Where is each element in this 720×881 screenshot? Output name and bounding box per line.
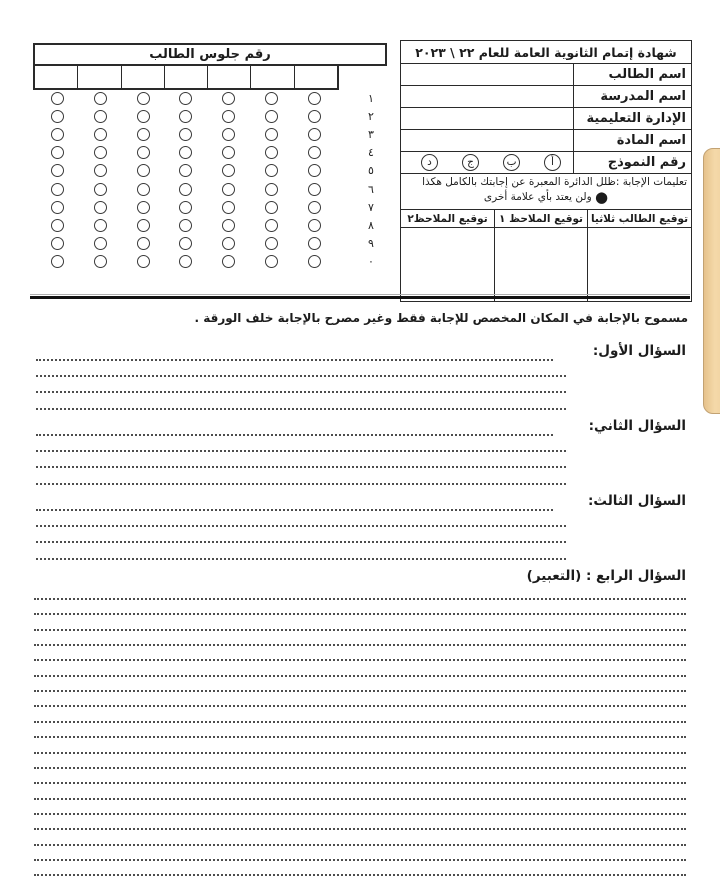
seat-bubble-cell <box>250 235 293 253</box>
seat-bubble[interactable] <box>179 164 192 177</box>
answer-line[interactable] <box>34 844 686 846</box>
instructions-line-1: تعليمات الإجابة :ظلل الدائرة المعبرة عن إجابتك بالكامل هكذا <box>422 176 687 188</box>
seat-bubble[interactable] <box>137 201 150 214</box>
answer-line[interactable] <box>34 644 686 646</box>
seat-bubble[interactable] <box>308 201 321 214</box>
certificate-title: شهادة إتمام الثانوية العامة للعام ٢٢ \ ٢٠٢٣ <box>401 41 691 64</box>
observer2-signature-field[interactable] <box>401 228 494 301</box>
seat-bubble[interactable] <box>51 255 64 268</box>
seat-row-labels <box>359 89 383 271</box>
scrollbar-thumb[interactable] <box>703 148 720 414</box>
answer-line[interactable] <box>34 721 686 723</box>
seat-bubble[interactable] <box>179 146 192 159</box>
section-divider <box>30 296 690 299</box>
seat-bubble-cell <box>79 162 122 180</box>
seat-bubble[interactable] <box>94 110 107 123</box>
model-option-bubble[interactable]: د <box>421 154 438 171</box>
seat-bubble-cell <box>36 253 79 271</box>
seat-bubble[interactable] <box>179 128 192 141</box>
seat-bubble-grid <box>36 89 336 271</box>
seat-bubble[interactable] <box>51 164 64 177</box>
question-label: السؤال الثالث: <box>588 493 686 509</box>
answer-area-notice: مسموح بالإجابة في المكان المخصص للإجابة فقط وغير مصرح بالإجابة خلف الورقة . <box>194 311 688 325</box>
seat-row-label: ٤ <box>368 146 374 160</box>
seat-bubble[interactable] <box>179 92 192 105</box>
seat-bubble-cell <box>165 144 208 162</box>
seat-bubble[interactable] <box>94 237 107 250</box>
answer-line[interactable] <box>36 466 566 468</box>
seat-bubble-cell <box>293 198 336 216</box>
seat-bubble[interactable] <box>94 201 107 214</box>
seat-bubble-cell <box>293 162 336 180</box>
seat-bubble[interactable] <box>265 110 278 123</box>
seat-bubble-cell <box>165 235 208 253</box>
seat-bubble[interactable] <box>137 110 150 123</box>
seat-bubble[interactable] <box>94 92 107 105</box>
seat-bubble[interactable] <box>94 219 107 232</box>
answer-line[interactable] <box>34 828 686 830</box>
seat-digit-cell[interactable] <box>77 66 120 88</box>
seat-bubble[interactable] <box>137 255 150 268</box>
student-signature-field[interactable] <box>587 228 691 301</box>
seat-bubble-cell <box>207 107 250 125</box>
model-number-label: رقم النموذج <box>573 152 691 173</box>
seat-bubble[interactable] <box>265 128 278 141</box>
seat-row-label: ١ <box>368 91 374 105</box>
observer1-signature-field[interactable] <box>494 228 587 301</box>
seat-bubble-cell <box>165 216 208 234</box>
seat-bubble[interactable] <box>51 92 64 105</box>
instructions-line-2-text: ولن يعتد بأي علامة أخرى <box>483 191 592 203</box>
answer-line[interactable] <box>34 874 686 876</box>
question-label: السؤال الرابع : (التعبير) <box>526 568 686 584</box>
seat-bubble-cell <box>293 144 336 162</box>
seat-bubble[interactable] <box>265 164 278 177</box>
seat-bubble[interactable] <box>179 110 192 123</box>
seat-bubble-cell <box>165 180 208 198</box>
answer-line[interactable] <box>36 408 566 410</box>
seat-bubble-cell <box>122 162 165 180</box>
answer-line[interactable] <box>34 736 686 738</box>
student-signature-label: توقيع الطالب ثلاثيا <box>587 210 691 227</box>
seat-bubble-cell <box>165 107 208 125</box>
answer-line[interactable] <box>34 629 686 631</box>
answer-line[interactable] <box>34 813 686 815</box>
seat-bubble-cell <box>293 235 336 253</box>
seat-bubble-cell <box>207 180 250 198</box>
edu-admin-row <box>401 108 691 130</box>
seat-bubble[interactable] <box>308 128 321 141</box>
seat-bubble-cell <box>165 253 208 271</box>
seat-bubble-cell <box>36 144 79 162</box>
seat-bubble-cell <box>122 180 165 198</box>
seat-bubble-cell <box>250 125 293 143</box>
filled-circle-example-icon: ● <box>595 188 609 206</box>
seat-bubble-cell <box>79 89 122 107</box>
model-number-row <box>401 152 691 174</box>
subject-name-label: اسم المادة <box>573 130 691 151</box>
seat-bubble-cell <box>293 89 336 107</box>
seat-bubble-cell <box>293 216 336 234</box>
instructions-line-2 <box>405 190 687 205</box>
edu-admin-field[interactable] <box>401 108 573 129</box>
seat-bubble[interactable] <box>137 183 150 196</box>
seat-bubble-cell <box>207 144 250 162</box>
seat-bubble-cell <box>79 144 122 162</box>
seat-bubble-cell <box>36 89 79 107</box>
answer-line[interactable] <box>34 598 686 600</box>
seat-bubble-cell <box>250 89 293 107</box>
school-name-field[interactable] <box>401 86 573 107</box>
seat-bubble[interactable] <box>265 183 278 196</box>
seat-bubble-cell <box>122 107 165 125</box>
seat-bubble[interactable] <box>137 92 150 105</box>
signature-body-row <box>401 228 691 301</box>
seat-bubble-cell <box>165 162 208 180</box>
seat-bubble[interactable] <box>265 146 278 159</box>
model-option-bubble[interactable]: أ <box>544 154 561 171</box>
question-label: السؤال الثاني: <box>588 418 686 434</box>
seat-bubble-cell <box>36 180 79 198</box>
seat-bubble[interactable] <box>308 183 321 196</box>
seat-row-label: ٨ <box>368 218 374 232</box>
seat-row-label: ٢ <box>368 109 374 123</box>
seat-bubble[interactable] <box>94 164 107 177</box>
seat-bubble-cell <box>122 125 165 143</box>
seat-bubble-cell <box>250 198 293 216</box>
answer-line[interactable] <box>36 509 553 511</box>
seat-bubble[interactable] <box>94 183 107 196</box>
seat-bubble[interactable] <box>222 110 235 123</box>
seat-bubble-cell <box>36 235 79 253</box>
seat-bubble[interactable] <box>222 92 235 105</box>
seat-bubble[interactable] <box>222 219 235 232</box>
school-name-row <box>401 86 691 108</box>
seat-bubble-cell <box>79 216 122 234</box>
seat-bubble[interactable] <box>51 146 64 159</box>
seat-bubble[interactable] <box>179 255 192 268</box>
seat-bubble-cell <box>250 180 293 198</box>
answer-line[interactable] <box>34 675 686 677</box>
seat-bubble[interactable] <box>51 183 64 196</box>
seat-row-label: ٧ <box>368 200 374 214</box>
observer2-signature-label: توقيع الملاحظ٢ <box>407 212 488 225</box>
seat-row-label: ٠ <box>368 255 374 269</box>
seat-bubble[interactable] <box>308 219 321 232</box>
seat-bubble[interactable] <box>308 92 321 105</box>
seat-bubble-cell <box>79 253 122 271</box>
seat-bubble-cell <box>79 198 122 216</box>
answer-line[interactable] <box>34 690 686 692</box>
seat-digit-cell[interactable] <box>121 66 164 88</box>
seat-bubble-cell <box>250 162 293 180</box>
seat-bubble[interactable] <box>265 219 278 232</box>
seat-bubble-cell <box>250 107 293 125</box>
seat-bubble[interactable] <box>137 146 150 159</box>
seat-bubble[interactable] <box>222 201 235 214</box>
seat-bubble-cell <box>250 144 293 162</box>
seat-bubble[interactable] <box>222 255 235 268</box>
seat-bubble-cell <box>122 89 165 107</box>
signature-header-row <box>401 210 691 228</box>
answer-line[interactable] <box>34 798 686 800</box>
answer-line[interactable] <box>36 375 566 377</box>
seat-bubble-cell <box>79 180 122 198</box>
seat-bubble[interactable] <box>222 146 235 159</box>
seat-bubble[interactable] <box>51 110 64 123</box>
seat-bubble[interactable] <box>179 237 192 250</box>
seat-row-label: ٣ <box>368 127 374 141</box>
seat-bubble[interactable] <box>222 164 235 177</box>
seat-bubble[interactable] <box>94 146 107 159</box>
seat-bubble[interactable] <box>179 183 192 196</box>
seat-row-label: ٥ <box>368 164 374 178</box>
seat-bubble-cell <box>165 198 208 216</box>
seat-bubble-cell <box>36 198 79 216</box>
seat-bubble[interactable] <box>222 183 235 196</box>
seat-digit-cell[interactable] <box>35 66 77 88</box>
seat-bubble[interactable] <box>179 219 192 232</box>
seat-bubble-cell <box>207 198 250 216</box>
seat-bubble[interactable] <box>265 201 278 214</box>
seat-bubble-cell <box>122 144 165 162</box>
seat-bubble[interactable] <box>94 128 107 141</box>
seat-bubble-cell <box>293 253 336 271</box>
seat-bubble[interactable] <box>137 219 150 232</box>
seat-bubble[interactable] <box>265 92 278 105</box>
seat-digit-cell[interactable] <box>207 66 250 88</box>
seat-bubble-cell <box>165 125 208 143</box>
answer-line[interactable] <box>34 767 686 769</box>
seat-bubble[interactable] <box>308 237 321 250</box>
question-label: السؤال الأول: <box>592 343 686 359</box>
seat-bubble-cell <box>207 216 250 234</box>
seat-bubble[interactable] <box>137 237 150 250</box>
seat-number-title: رقم جلوس الطالب <box>33 43 387 66</box>
seat-bubble[interactable] <box>137 164 150 177</box>
answer-line[interactable] <box>36 450 566 452</box>
school-name-label: اسم المدرسة <box>573 86 691 107</box>
seat-digit-cell[interactable] <box>294 66 337 88</box>
seat-bubble[interactable] <box>265 255 278 268</box>
seat-bubble-cell <box>79 235 122 253</box>
answer-line[interactable] <box>34 782 686 784</box>
seat-bubble[interactable] <box>222 128 235 141</box>
seat-bubble-cell <box>293 107 336 125</box>
answer-line[interactable] <box>34 659 686 661</box>
student-name-field[interactable] <box>401 64 573 85</box>
seat-bubble[interactable] <box>94 255 107 268</box>
seat-bubble-cell <box>122 235 165 253</box>
seat-bubble[interactable] <box>137 128 150 141</box>
answer-line[interactable] <box>36 359 553 361</box>
seat-bubble-cell <box>36 162 79 180</box>
answer-line[interactable] <box>34 752 686 754</box>
seat-bubble-cell <box>293 125 336 143</box>
seat-bubble-cell <box>79 107 122 125</box>
model-options <box>401 152 573 173</box>
seat-row-label: ٦ <box>368 182 374 196</box>
exam-info-table <box>400 40 692 302</box>
model-option-bubble[interactable]: ب <box>503 154 520 171</box>
seat-bubble-cell <box>36 107 79 125</box>
seat-bubble-cell <box>207 162 250 180</box>
subject-name-row <box>401 130 691 152</box>
answer-line[interactable] <box>36 391 566 393</box>
seat-bubble[interactable] <box>51 128 64 141</box>
answer-line[interactable] <box>36 558 566 560</box>
seat-digit-cells <box>33 64 339 90</box>
subject-name-field[interactable] <box>401 130 573 151</box>
answer-instructions <box>401 174 691 210</box>
seat-bubble-cell <box>207 89 250 107</box>
seat-bubble[interactable] <box>308 146 321 159</box>
seat-bubble-cell <box>122 216 165 234</box>
seat-bubble[interactable] <box>51 219 64 232</box>
answer-line[interactable] <box>36 483 566 485</box>
answer-line[interactable] <box>36 541 566 543</box>
seat-bubble[interactable] <box>308 255 321 268</box>
seat-bubble[interactable] <box>308 110 321 123</box>
seat-bubble-cell <box>250 253 293 271</box>
answer-line[interactable] <box>34 705 686 707</box>
seat-bubble-cell <box>207 235 250 253</box>
seat-bubble-cell <box>36 216 79 234</box>
seat-bubble-cell <box>79 125 122 143</box>
seat-bubble-cell <box>122 253 165 271</box>
answer-line[interactable] <box>36 525 566 527</box>
seat-bubble[interactable] <box>179 201 192 214</box>
seat-digit-cell[interactable] <box>164 66 207 88</box>
student-name-row <box>401 64 691 86</box>
seat-bubble[interactable] <box>265 237 278 250</box>
seat-digit-cell[interactable] <box>250 66 293 88</box>
observer1-signature-label: توقيع الملاحظ ١ <box>494 210 587 227</box>
seat-bubble[interactable] <box>51 237 64 250</box>
seat-bubble-cell <box>250 216 293 234</box>
student-name-label: اسم الطالب <box>573 64 691 85</box>
seat-bubble-cell <box>36 125 79 143</box>
model-option-bubble[interactable]: ج <box>462 154 479 171</box>
answer-line[interactable] <box>36 434 553 436</box>
edu-admin-label: الإدارة التعليمية <box>573 108 691 129</box>
seat-bubble-cell <box>122 198 165 216</box>
seat-bubble[interactable] <box>222 237 235 250</box>
seat-bubble-cell <box>165 89 208 107</box>
seat-bubble-cell <box>293 180 336 198</box>
section-divider-thin <box>30 294 690 295</box>
seat-row-label: ٩ <box>368 237 374 251</box>
seat-bubble[interactable] <box>51 201 64 214</box>
answer-line[interactable] <box>34 613 686 615</box>
seat-bubble[interactable] <box>308 164 321 177</box>
seat-bubble-cell <box>207 253 250 271</box>
seat-bubble-cell <box>207 125 250 143</box>
answer-line[interactable] <box>34 859 686 861</box>
